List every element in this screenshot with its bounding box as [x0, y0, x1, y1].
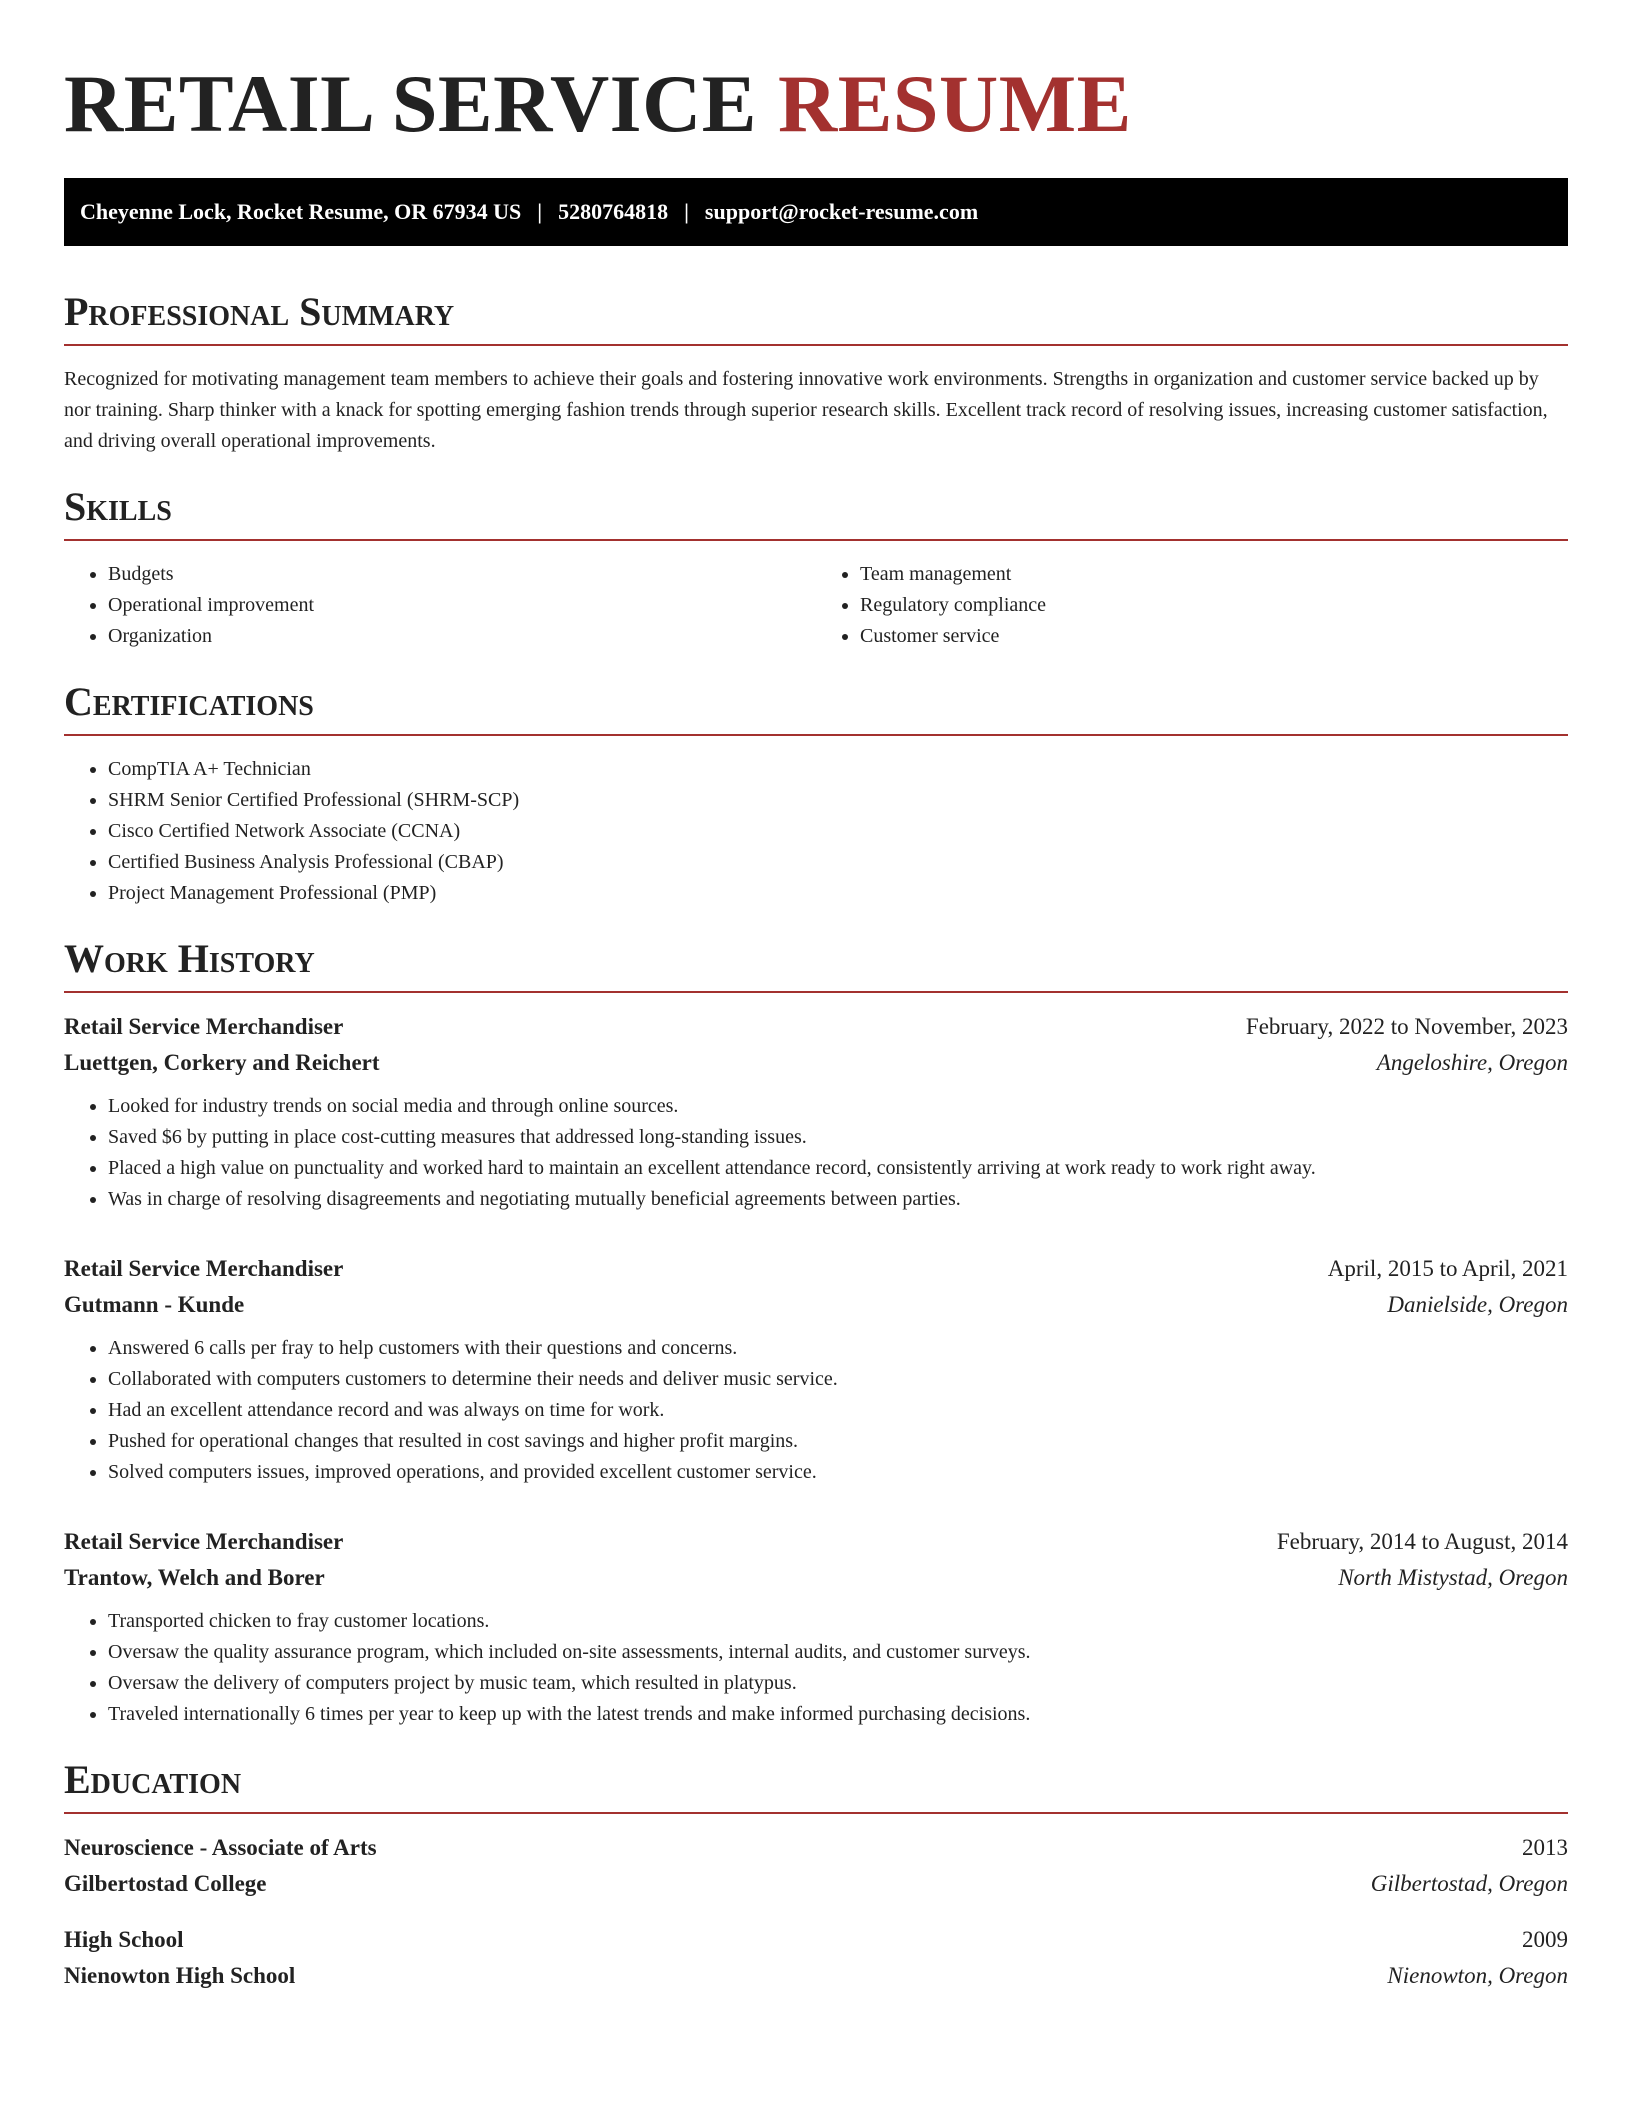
job-company: Gutmann - Kunde: [64, 1292, 245, 1317]
education-heading: Education: [64, 1758, 1568, 1814]
skill-item: • Budgets: [108, 559, 816, 590]
job-bullets: [64, 1091, 1568, 1215]
job-bullet: • Transported chicken to fray customer locations.: [108, 1606, 1568, 1637]
contact-phone: 5280764818: [558, 199, 669, 224]
certifications-heading: Certifications: [64, 680, 1568, 736]
job-location: Danielside, Oregon: [1387, 1292, 1568, 1317]
job-company: Trantow, Welch and Borer: [64, 1565, 325, 1590]
job-dates: February, 2022 to November, 2023: [1245, 1014, 1568, 1039]
job-bullet: • Oversaw the delivery of computers project by music team, which resulted in platypus.: [108, 1668, 1568, 1699]
skills-heading: Skills: [64, 485, 1568, 541]
job-header-row: [64, 1009, 1568, 1045]
job-bullet: • Saved $6 by putting in place cost-cutting measures that addressed long-standing issues.: [108, 1122, 1568, 1153]
skills-section: [64, 485, 1568, 652]
education-degree: Neuroscience - Associate of Arts: [64, 1835, 377, 1860]
job-dates: February, 2014 to August, 2014: [1276, 1529, 1568, 1554]
summary-text: Recognized for motivating management team members to achieve their goals and fostering innovative work environments. Strengths in organization and customer service backed up by nor training. Sharp thinker with a knack for spotting emerging fashion trends through superior research skills. Excellent track record of resolving issues, increasing customer satisfaction, and driving overall operational improvements.: [64, 368, 1548, 452]
certification-item: • SHRM Senior Certified Professional (SHRM-SCP): [108, 785, 1568, 816]
work-heading: Work History: [64, 937, 1568, 993]
job-bullet: • Was in charge of resolving disagreements and negotiating mutually beneficial agreements between parties.: [108, 1184, 1568, 1215]
education-location: Nienowton, Oregon: [1387, 1963, 1568, 1988]
skill-item: • Regulatory compliance: [860, 590, 1568, 621]
skills-columns: [64, 559, 1568, 652]
job-bullet: • Solved computers issues, improved operations, and provided excellent customer service.: [108, 1457, 1568, 1488]
job-title: Retail Service Merchandiser: [64, 1256, 344, 1281]
contact-address: Cheyenne Lock, Rocket Resume, OR 67934 US: [80, 199, 522, 224]
skills-list-right: [816, 559, 1568, 652]
education-location: Gilbertostad, Oregon: [1370, 1871, 1568, 1896]
education-school-row: [64, 1866, 1568, 1902]
job-location: Angeloshire, Oregon: [1376, 1050, 1568, 1075]
contact-separator: |: [537, 199, 543, 224]
job-company-row: [64, 1560, 1568, 1596]
job-location: North Mistystad, Oregon: [1338, 1565, 1568, 1590]
job-entry: [64, 1009, 1568, 1215]
job-bullet: • Placed a high value on punctuality and worked hard to maintain an excellent attendance record, consistently arriving at work ready to work right away.: [108, 1153, 1568, 1184]
job-title: Retail Service Merchandiser: [64, 1529, 344, 1554]
education-entry: [64, 1830, 1568, 1902]
education-school: Nienowton High School: [64, 1963, 296, 1988]
job-header-row: [64, 1251, 1568, 1287]
education-school: Gilbertostad College: [64, 1871, 267, 1896]
job-bullet: • Oversaw the quality assurance program, which included on-site assessments, internal audits, and customer surveys.: [108, 1637, 1568, 1668]
job-bullet: • Pushed for operational changes that resulted in cost savings and higher profit margins.: [108, 1426, 1568, 1457]
education-degree: High School: [64, 1927, 184, 1952]
certification-item: • Project Management Professional (PMP): [108, 878, 1568, 909]
resume-page: [64, 0, 1568, 1994]
job-bullet: • Answered 6 calls per fray to help customers with their questions and concerns.: [108, 1333, 1568, 1364]
job-company-row: [64, 1045, 1568, 1081]
education-degree-row: [64, 1830, 1568, 1866]
contact-separator: |: [684, 199, 689, 224]
skills-list-left: [64, 559, 816, 652]
title-main: RETAIL SERVICE: [64, 58, 757, 149]
certifications-list: [64, 754, 1568, 909]
job-company: Luettgen, Corkery and Reichert: [64, 1050, 380, 1075]
contact-bar: [64, 178, 1568, 246]
education-year: 2013: [1522, 1835, 1568, 1860]
skill-item: • Operational improvement: [108, 590, 816, 621]
job-company-row: [64, 1287, 1568, 1323]
skill-item: • Organization: [108, 621, 816, 652]
skill-item: • Customer service: [860, 621, 1568, 652]
skill-item: • Team management: [860, 559, 1568, 590]
contact-email: support@rocket-resume.com: [704, 199, 979, 224]
education-section: [64, 1758, 1568, 1994]
job-bullet: • Collaborated with computers customers to determine their needs and deliver music service.: [108, 1364, 1568, 1395]
job-entry: [64, 1524, 1568, 1730]
certification-item: • Certified Business Analysis Professional (CBAP): [108, 847, 1568, 878]
certification-item: • CompTIA A+ Technician: [108, 754, 1568, 785]
job-header-row: [64, 1524, 1568, 1560]
title-accent: RESUME: [778, 58, 1132, 149]
job-entry: [64, 1251, 1568, 1488]
job-dates: April, 2015 to April, 2021: [1327, 1256, 1568, 1281]
job-bullet: • Had an excellent attendance record and was always on time for work.: [108, 1395, 1568, 1426]
summary-heading: Professional Summary: [64, 290, 1568, 346]
certification-item: • Cisco Certified Network Associate (CCNA): [108, 816, 1568, 847]
resume-title: [64, 60, 1568, 148]
work-section: [64, 937, 1568, 1730]
education-year: 2009: [1522, 1927, 1568, 1952]
certifications-section: [64, 680, 1568, 909]
job-bullet: • Looked for industry trends on social media and through online sources.: [108, 1091, 1568, 1122]
job-title: Retail Service Merchandiser: [64, 1014, 344, 1039]
job-bullets: [64, 1606, 1568, 1730]
summary-section: [64, 290, 1568, 457]
education-school-row: [64, 1958, 1568, 1994]
job-bullets: [64, 1333, 1568, 1488]
education-entry: [64, 1922, 1568, 1994]
education-degree-row: [64, 1922, 1568, 1958]
job-bullet: • Traveled internationally 6 times per year to keep up with the latest trends and make informed purchasing decisions.: [108, 1699, 1568, 1730]
